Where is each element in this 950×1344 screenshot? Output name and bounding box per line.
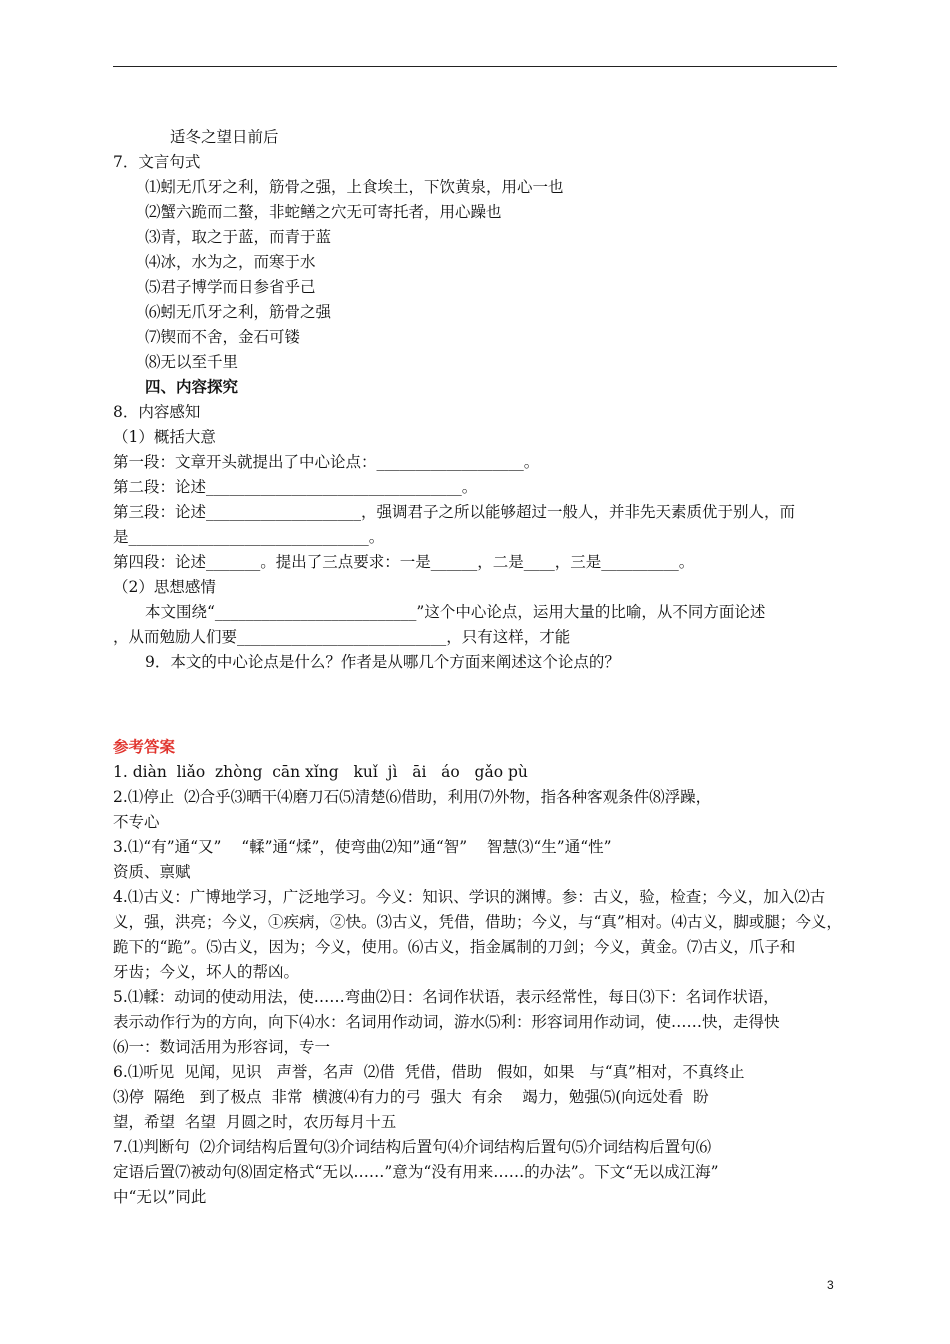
- sentence-item: ⑷冰，水为之，而寒于水: [145, 253, 316, 271]
- fill-blank-line: 是_______________________________。: [113, 528, 385, 546]
- answer-line: 资质、禀赋: [113, 863, 191, 881]
- sentence-item: ⑻无以至千里: [145, 353, 239, 371]
- question-heading: 8．内容感知: [113, 403, 201, 421]
- sub-heading: （1）概括大意: [113, 428, 216, 446]
- answer-line: 表示动作行为的方向，向下⑷水：名词用作动词，游水⑸利：形容词用作动词，使……快，走得快: [113, 1013, 780, 1031]
- fill-blank-line: 第四段：论述_______。提出了三点要求：一是______，二是____，三是__________。: [113, 553, 695, 571]
- fill-blank-line: ，从而勉励人们要___________________________，只有这样，才能: [113, 628, 571, 646]
- answer-line: 4.⑴古义：广博地学习，广泛地学习。今义：知识、学识的渊博。参：古义，验，检查；今义，加入⑵古: [113, 888, 826, 906]
- sentence-item: ⑴蚓无爪牙之利，筋骨之强，上食埃土，下饮黄泉，用心一也: [145, 178, 564, 196]
- answer-line: 3.⑴“有”通“又” “輮”通“煣”，使弯曲⑵知”通“智” 智慧⑶“生”通“性”: [113, 838, 612, 856]
- answer-line: 7.⑴判断句 ⑵介词结构后置句⑶介词结构后置句⑷介词结构后置句⑸介词结构后置句⑹: [113, 1138, 712, 1156]
- answer-line: 不专心: [113, 813, 160, 831]
- sentence-item: ⑸君子博学而日参省乎己: [145, 278, 316, 296]
- fill-blank-line: 本文围绕“__________________________”这个中心论点，运用大量的比喻，从不同方面论述: [145, 603, 766, 621]
- answers-heading: 参考答案: [113, 737, 176, 756]
- question-heading: 9．本文的中心论点是什么？作者是从哪几个方面来阐述这个论点的？: [145, 653, 620, 671]
- answer-line: 望，希望 名望 月圆之时，农历每月十五: [113, 1113, 397, 1131]
- fill-blank-line: 第一段：文章开头就提出了中心论点：___________________。: [113, 453, 540, 471]
- sentence-item: ⑵蟹六跪而二螯，非蛇鳝之穴无可寄托者，用心躁也: [145, 203, 502, 221]
- answer-line: 牙齿；今义，坏人的帮凶。: [113, 963, 300, 981]
- answer-line: 中“无以”同此: [113, 1188, 207, 1206]
- answer-line: 定语后置⑺被动句⑻固定格式“无以……”意为“没有用来……的办法”。下文“无以成江海”: [113, 1163, 719, 1181]
- answer-line: ⑶停 隔绝 到了极点 非常 横渡⑷有力的弓 强大 有余 竭力，勉强⑸(向远处看 盼: [113, 1088, 709, 1106]
- sentence-item: ⑹蚓无爪牙之利，筋骨之强: [145, 303, 332, 321]
- answer-line: 1. diàn liǎo zhòng cān xǐng kuǐ jì āi áo gǎo pù: [113, 763, 528, 781]
- answer-line: 6.⑴听见 见闻，见识 声誉，名声 ⑵借 凭借，借助 假如，如果 与“真”相对，不真终止: [113, 1063, 745, 1081]
- answer-line: 5.⑴輮：动词的使动用法，使……弯曲⑵日：名词作状语，表示经常性，每日⑶下：名词作状语，: [113, 988, 779, 1006]
- answer-line: 义，强，洪亮；今义，①疾病，②快。⑶古义，凭借，借助；今义，与“真”相对。⑷古义，脚或腿；今义，: [113, 913, 842, 931]
- header-rule: [113, 66, 837, 67]
- answer-line: 跪下的“跪”。⑸古义，因为；今义，使用。⑹古义，指金属制的刀剑；今义，黄金。⑺古义，爪子和: [113, 938, 796, 956]
- answer-line: 2.⑴停止 ⑵合乎⑶晒干⑷磨刀石⑸清楚⑹借助，利用⑺外物，指各种客观条件⑻浮躁，: [113, 788, 712, 806]
- fill-blank-line: 第二段：论述_________________________________。: [113, 478, 478, 496]
- sentence-item: ⑶青，取之于蓝，而青于蓝: [145, 228, 332, 246]
- question-heading: 7．文言句式: [113, 153, 201, 171]
- section-heading: 四、内容探究: [145, 377, 239, 396]
- text-line: 适冬之望日前后: [170, 128, 279, 146]
- fill-blank-line: 第三段：论述____________________，强调君子之所以能够超过一般人，并非先天素质优于别人，而: [113, 503, 796, 521]
- sub-heading: （2）思想感情: [113, 578, 216, 596]
- sentence-item: ⑺锲而不舍，金石可镂: [145, 328, 301, 346]
- answer-line: ⑹一：数词活用为形容词，专一: [113, 1038, 331, 1056]
- page-number: 3: [827, 1278, 834, 1292]
